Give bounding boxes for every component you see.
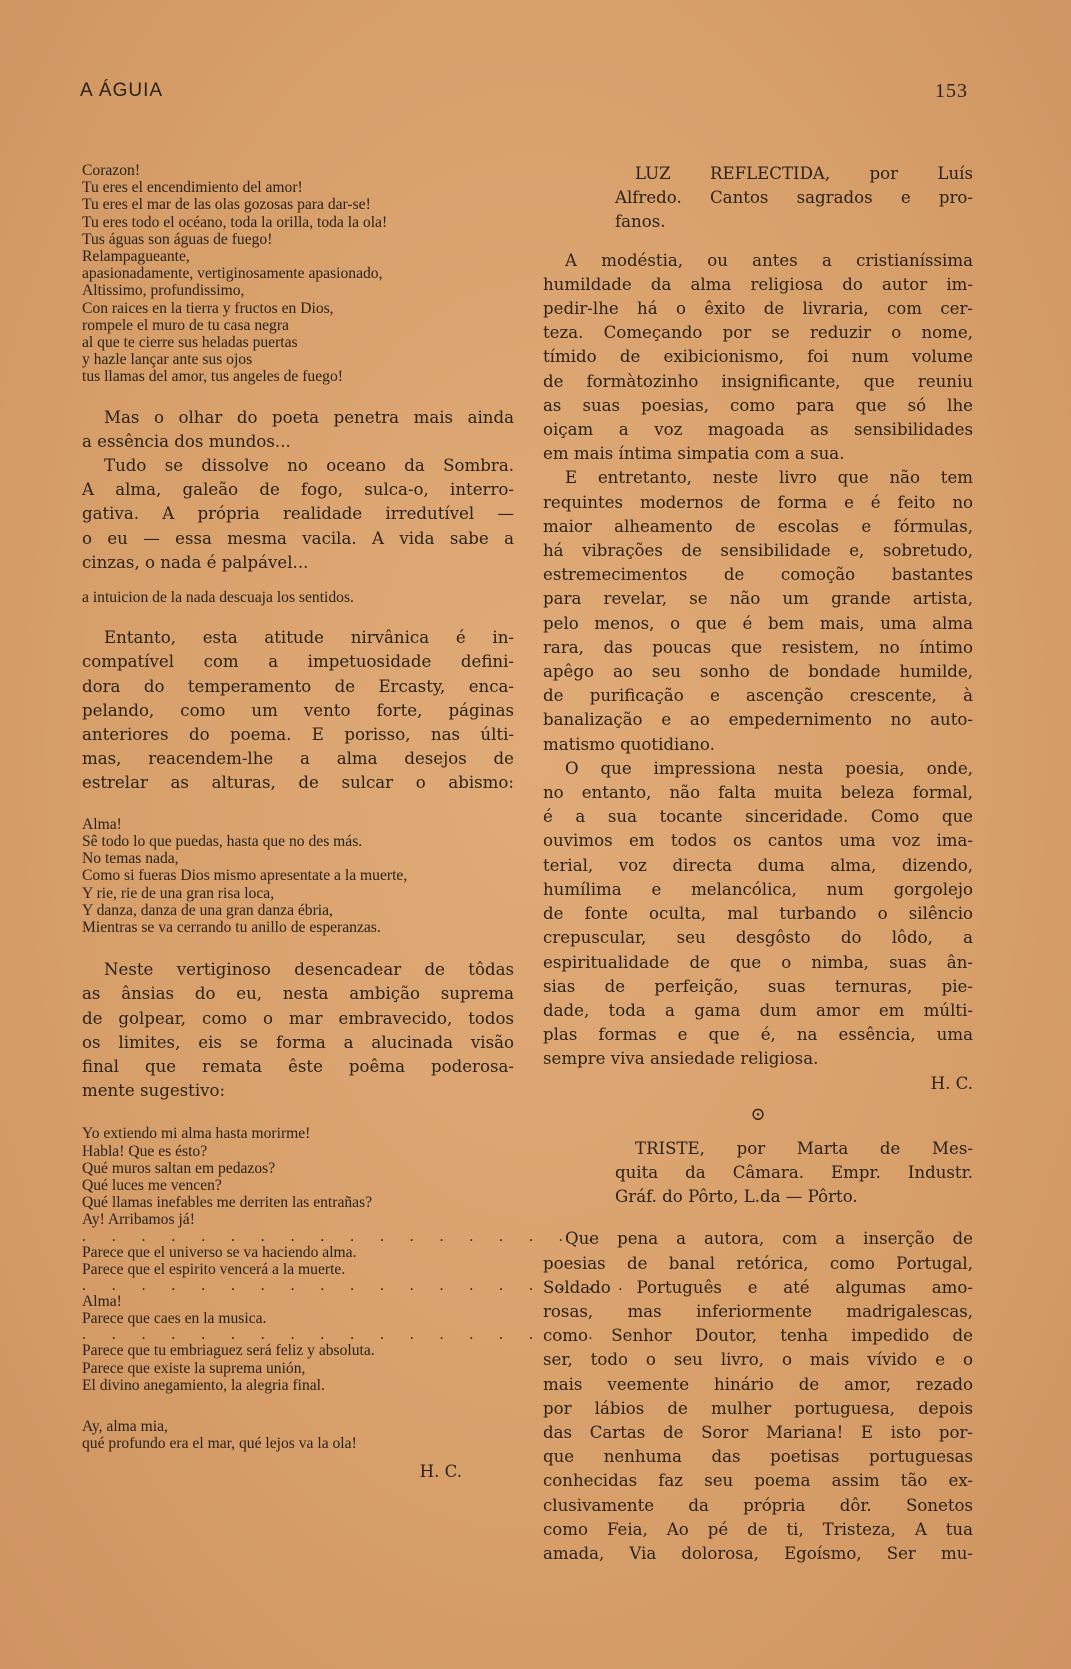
text-line: pelo menos, o que é bem mais, uma alma bbox=[543, 613, 973, 633]
verse-line: al que te cierre sus heladas puertas bbox=[82, 334, 298, 352]
text-line: pelando, como um vento forte, páginas bbox=[82, 700, 514, 720]
text-line: de purificação e ascenção crescente, à bbox=[543, 686, 973, 706]
signature: H. C. bbox=[930, 1073, 973, 1093]
verse-line: Con raices en la tierra y fructos en Dios, bbox=[82, 299, 334, 317]
verse-line: Tu eres el encendimiento del amor! bbox=[82, 179, 303, 197]
text-line: terial, voz directa duma alma, dizendo, bbox=[543, 855, 973, 875]
verse-block bbox=[82, 1125, 634, 1394]
verse-block bbox=[82, 589, 514, 606]
text-line: estremecimentos de comoção bastantes bbox=[543, 565, 973, 585]
text-line: banalização e ao empedernimento no auto- bbox=[543, 710, 973, 730]
text-line: mais veemente hinário de amor, rezado bbox=[543, 1374, 973, 1394]
text-line: A modéstia, ou antes a cristianíssima bbox=[565, 250, 973, 270]
text-line: as suas poesias, como para que só lhe bbox=[543, 395, 973, 415]
verse-line: apasionadamente, vertiginosamente apasionado, bbox=[82, 265, 383, 283]
right-column bbox=[543, 162, 973, 1566]
verse-line: Habla! Que es ésto? bbox=[82, 1142, 208, 1160]
signature: H. C. bbox=[419, 1462, 462, 1482]
verse-line: Tus águas son águas de fuego! bbox=[82, 230, 273, 248]
text-line: cinzas, o nada é palpável... bbox=[82, 552, 309, 572]
text-line: tímido de exibicionismo, foi num volume bbox=[543, 347, 973, 367]
text-line: O que impressiona nesta poesia, onde, bbox=[565, 758, 973, 778]
text-line: amada, Via dolorosa, Egoísmo, Ser mu- bbox=[543, 1543, 973, 1563]
verse-line: Sê todo lo que puedas, hasta que no des más. bbox=[82, 832, 363, 850]
text-line: espiritualidade de que o nimba, suas ân- bbox=[543, 952, 973, 972]
text-line: sempre viva ansiedade religiosa. bbox=[543, 1049, 819, 1069]
prose-paragraph bbox=[82, 626, 514, 795]
text-line: mas, reacendem-lhe a alma desejos de bbox=[82, 749, 514, 769]
text-line: de formàtozinho insignificante, que reuniu bbox=[543, 371, 973, 391]
text-line: requintes modernos de forma e é feito no bbox=[543, 492, 973, 512]
text-line: Neste vertiginoso desencadear de tôdas bbox=[104, 960, 514, 980]
verse-line: Qué llamas inefables me derriten las entrañas? bbox=[82, 1194, 373, 1212]
text-line: estrelar as alturas, de sulcar o abismo: bbox=[82, 773, 514, 793]
text-line: humildade da alma religiosa do autor im- bbox=[543, 274, 973, 294]
text-line: sias de perfeição, suas ternuras, pie- bbox=[543, 976, 973, 996]
verse-block bbox=[82, 816, 514, 936]
verse-block bbox=[82, 162, 514, 386]
text-line: Gráf. do Pôrto, L.da — Pôrto. bbox=[615, 1187, 858, 1207]
prose-paragraph bbox=[82, 958, 514, 1103]
text-line: há vibrações de sensibilidade e, sobretudo, bbox=[543, 541, 973, 561]
text-line: por lábios de mulher portuguesa, depois bbox=[543, 1398, 973, 1418]
verse-line: No temas nada, bbox=[82, 850, 179, 868]
verse-line: Y rie, rie de una gran risa loca, bbox=[82, 884, 275, 902]
text-line: conhecidas faz seu poema assim tão ex- bbox=[543, 1471, 973, 1491]
text-line: Entanto, esta atitude nirvânica é in- bbox=[104, 628, 514, 648]
text-line: poesias de banal retórica, como Portugal, bbox=[543, 1253, 973, 1273]
text-line: Alfredo. Cantos sagrados e pro- bbox=[615, 188, 973, 208]
signature-block bbox=[82, 1460, 514, 1484]
review-body bbox=[543, 249, 973, 1096]
verse-line: Tu eres todo el océano, toda la orilla, toda la ola! bbox=[82, 213, 388, 231]
text-line: dade, toda a gama dum amor em múlti- bbox=[543, 1000, 973, 1020]
verse-line: Tu eres el mar de las olas gozosas para dar-se! bbox=[82, 196, 371, 214]
text-line: rara, das poucas que resistem, no íntimo bbox=[543, 637, 973, 657]
verse-line: y hazle lançar ante sus ojos bbox=[82, 351, 253, 369]
verse-line: Relampagueante, bbox=[82, 248, 190, 266]
page-header bbox=[0, 80, 1071, 110]
verse-line: Como si fueras Dios mismo apresentate a la muerte, bbox=[82, 867, 408, 885]
text-line: de fonte oculta, mal turbando o silêncio bbox=[543, 904, 973, 924]
text-line: das Cartas de Soror Mariana! E isto por- bbox=[543, 1422, 973, 1442]
ellipsis-row: . . . . . . . . . . . . . . . . . . . bbox=[82, 1276, 634, 1294]
verse-line: rompele el muro de tu casa negra bbox=[82, 316, 289, 334]
text-line: Tudo se dissolve no oceano da Sombra. bbox=[104, 456, 514, 476]
text-line: quita da Câmara. Empr. Industr. bbox=[615, 1162, 973, 1182]
text-line: Mas o olhar do poeta penetra mais ainda bbox=[104, 407, 514, 427]
ellipsis-row: . . . . . . . . . . . . . . . . . . . bbox=[82, 1227, 634, 1245]
text-line: maior alheamento de escolas e fórmulas, bbox=[543, 516, 973, 536]
verse-line: Altissimo, profundissimo, bbox=[82, 282, 245, 300]
section-separator-icon: ⊙ bbox=[750, 1103, 766, 1125]
text-line: final que remata êste poêma poderosa- bbox=[82, 1056, 514, 1076]
text-line: fanos. bbox=[615, 212, 666, 232]
text-line: matismo quotidiano. bbox=[543, 734, 715, 754]
verse-line: El divino anegamiento, la alegria final. bbox=[82, 1376, 325, 1394]
verse-line: Ay, alma mia, bbox=[82, 1417, 168, 1435]
text-line: em mais íntima simpatia com a sua. bbox=[543, 444, 845, 464]
text-line: LUZ REFLECTIDA, por Luís bbox=[635, 164, 973, 183]
page-number: 153 bbox=[935, 80, 968, 102]
review-title bbox=[543, 1137, 973, 1210]
verse-line: Parece que existe la suprema unión, bbox=[82, 1359, 306, 1377]
text-line: que nenhuma das poetisas portuguesas bbox=[543, 1447, 973, 1467]
text-line: ouvimos em todos os cantos uma voz ima- bbox=[543, 831, 973, 851]
text-line: no entanto, não falta muita beleza formal, bbox=[543, 783, 973, 803]
verse-line: Corazon! bbox=[82, 162, 141, 179]
text-line: compatível com a impetuosidade defini- bbox=[82, 652, 514, 672]
verse-block bbox=[82, 1418, 514, 1452]
text-line: é a sua tocante sinceridade. Como que bbox=[543, 807, 973, 827]
text-line: ser, todo o seu livro, o mais vívido e o bbox=[543, 1350, 973, 1370]
verse-line: Ay! Arribamos já! bbox=[82, 1211, 195, 1229]
prose-paragraph bbox=[82, 406, 514, 575]
text-line: pedir-lhe há o êxito de livraria, com cer- bbox=[543, 299, 973, 319]
text-line: como Senhor Doutor, tenha impedido de bbox=[543, 1326, 973, 1346]
text-line: dora do temperamento de Ercasty, enca- bbox=[82, 676, 514, 696]
verse-line: Mientras se va cerrando tu anillo de esperanzas. bbox=[82, 918, 381, 936]
text-line: humílima e melancólica, num gorgolejo bbox=[543, 879, 973, 899]
verse-line: Parece que el universo se va haciendo alma. bbox=[82, 1243, 357, 1261]
text-line: Soldado Português e até algumas amo- bbox=[543, 1277, 973, 1297]
text-line: E entretanto, neste livro que não tem bbox=[565, 468, 973, 488]
text-line: de golpear, como o mar embravecido, todos bbox=[82, 1008, 514, 1028]
review-title bbox=[543, 162, 973, 235]
verse-line: Alma! bbox=[82, 815, 122, 833]
text-line: rosas, mas inferiormente madrigalescas, bbox=[543, 1301, 973, 1321]
text-line: gativa. A própria realidade irredutível — bbox=[82, 504, 514, 524]
text-line: os limites, eis se forma a alucinada visão bbox=[82, 1032, 514, 1052]
text-line: plas formas e que é, na essência, uma bbox=[543, 1025, 973, 1045]
text-line: clusivamente da própria dôr. Sonetos bbox=[543, 1495, 973, 1515]
verse-line: Parece que caes en la musica. bbox=[82, 1310, 267, 1328]
text-line: para revelar, se não um grande artista, bbox=[543, 589, 973, 609]
text-line: TRISTE, por Marta de Mes- bbox=[635, 1138, 973, 1158]
text-line: a essência dos mundos... bbox=[82, 431, 291, 451]
verse-line: a intuicion de la nada descuaja los sentidos. bbox=[82, 589, 354, 607]
verse-line: Parece que tu embriaguez será feliz y absoluta. bbox=[82, 1342, 375, 1360]
verse-line: Alma! bbox=[82, 1292, 122, 1310]
verse-line: Qué muros saltan em pedazos? bbox=[82, 1159, 276, 1177]
review-body bbox=[543, 1227, 973, 1566]
text-line: oiçam a voz magoada as sensibilidades bbox=[543, 420, 973, 440]
text-line: crepuscular, seu desgôsto do lôdo, a bbox=[543, 928, 973, 948]
verse-line: Yo extiendo mi alma hasta morirme! bbox=[82, 1125, 311, 1143]
text-line: apêgo ao seu sonho de bondade humilde, bbox=[543, 662, 973, 682]
text-line: mente sugestivo: bbox=[82, 1081, 226, 1101]
text-line: o eu — essa mesma vacila. A vida sabe a bbox=[82, 528, 514, 548]
verse-line: tus llamas del amor, tus angeles de fuego! bbox=[82, 368, 343, 386]
verse-line: Y danza, danza de una gran danza ébria, bbox=[82, 901, 333, 919]
ellipsis-row: . . . . . . . . . . . . . . . . . . . bbox=[82, 1326, 634, 1344]
verse-line: qué profundo era el mar, qué lejos va la ola! bbox=[82, 1435, 357, 1453]
text-line: Que pena a autora, com a inserção de bbox=[565, 1229, 973, 1249]
text-line: anteriores do poema. E porisso, nas últi- bbox=[82, 725, 514, 745]
verse-line: Qué luces me vencen? bbox=[82, 1176, 222, 1194]
text-line: as ânsias do eu, nesta ambição suprema bbox=[82, 984, 514, 1004]
text-line: teza. Começando por se reduzir o nome, bbox=[543, 323, 973, 343]
text-line: como Feia, Ao pé de ti, Tristeza, A tua bbox=[543, 1519, 973, 1539]
verse-line: Parece que el espirito vencerá a la muerte. bbox=[82, 1260, 346, 1278]
journal-title: A ÁGUIA bbox=[80, 80, 164, 101]
text-line: A alma, galeão de fogo, sulca-o, interro- bbox=[82, 480, 514, 500]
